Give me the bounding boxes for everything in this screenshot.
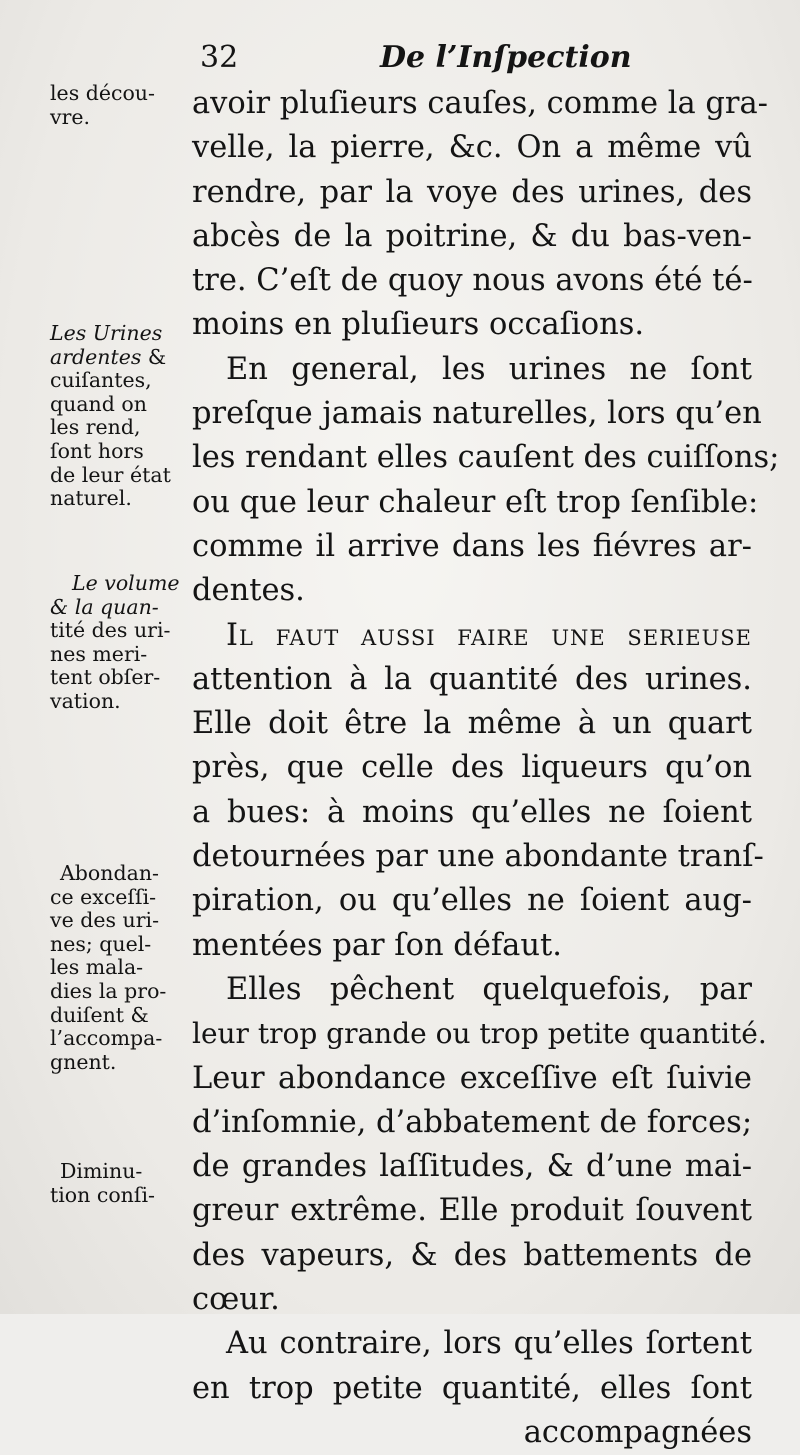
page-header bbox=[200, 40, 760, 82]
margin-line: tion conſi- bbox=[50, 1182, 155, 1207]
margin-line: Diminu- bbox=[60, 1159, 143, 1183]
margin-line: cuiſantes, bbox=[50, 368, 152, 393]
margin-line: dies la pro- bbox=[50, 978, 167, 1003]
text-line: avoir pluſieurs cauſes, comme la gra- bbox=[192, 86, 768, 121]
margin-line: les rend, bbox=[50, 415, 141, 440]
text-line: velle, la pierre, &c. On a même vû bbox=[192, 130, 752, 166]
text-line: tre. C’eſt de quoy nous avons été té- bbox=[192, 263, 753, 299]
text-line: comme il arrive dans les fiévres ar- bbox=[192, 528, 752, 564]
text-line: mentées par ſon défaut. bbox=[192, 927, 562, 963]
margin-line: & la quan- bbox=[50, 594, 159, 619]
margin-line: nes meri- bbox=[50, 641, 148, 666]
paragraph-start: Il faut aussi faire une ſerieuſe bbox=[226, 617, 752, 653]
text-line: leur trop grande ou trop petite quantité. bbox=[192, 1017, 767, 1051]
text-line: ou que leur chaleur eſt trop ſenſible: bbox=[192, 484, 759, 520]
margin-line: tent obſer- bbox=[50, 665, 161, 690]
margin-line: de leur état bbox=[50, 462, 171, 487]
margin-note bbox=[50, 322, 182, 511]
margin-line: tité des uri- bbox=[50, 618, 171, 643]
margin-line: ardentes & bbox=[50, 344, 167, 369]
margin-note bbox=[50, 1160, 182, 1207]
text-line: de grandes laſſitudes, & d’une mai- bbox=[192, 1149, 752, 1185]
margin-line: ſont hors bbox=[50, 438, 144, 463]
text-line: près, que celle des liqueurs qu’on bbox=[192, 750, 752, 786]
text-line: cœur. bbox=[192, 1282, 280, 1318]
margin-line: quand on bbox=[50, 391, 147, 416]
text-line: abcès de la poitrine, & du bas-ven- bbox=[192, 218, 752, 254]
text-line: a bues: à moins qu’elles ne ſoient bbox=[192, 794, 752, 830]
running-head: De l’Inſpection bbox=[380, 40, 632, 75]
margin-note bbox=[50, 572, 182, 714]
text-line: en trop petite quantité, elles ſont bbox=[192, 1370, 752, 1406]
margin-line: vation. bbox=[50, 688, 121, 713]
margin-line: les décou- bbox=[50, 81, 155, 105]
text-line: rendre, par la voye des urines, des bbox=[192, 174, 752, 210]
paragraph-start: Elles pêchent quelquefois, par bbox=[226, 971, 752, 1007]
margin-line: Le volume bbox=[72, 571, 180, 595]
margin-note bbox=[50, 82, 182, 129]
catchword: accompagnées bbox=[523, 1414, 752, 1450]
text-line: attention à la quantité des urines. bbox=[192, 661, 752, 697]
text-line: d’inſomnie, d’abbatement de forces; bbox=[192, 1104, 753, 1140]
paragraph-start: Leur abondance exceſſive eſt ſuivie bbox=[192, 1060, 752, 1096]
text-line: des vapeurs, & des battements de bbox=[192, 1237, 752, 1273]
text-line: detournées par une abondante tranſ- bbox=[192, 839, 764, 875]
main-text bbox=[192, 82, 780, 1455]
margin-line: gnent. bbox=[50, 1049, 117, 1074]
page-number: 32 bbox=[200, 40, 239, 75]
text-line: les rendant elles cauſent des cuiſſons; bbox=[192, 440, 780, 476]
text-line: preſque jamais naturelles, lors qu’en bbox=[192, 396, 762, 432]
margin-line: duiſent & bbox=[50, 1002, 149, 1027]
margin-line: vre. bbox=[50, 104, 91, 129]
text-line: greur extrême. Elle produit ſouvent bbox=[192, 1193, 752, 1229]
text-line: Elle doit être la même à un quart bbox=[192, 706, 752, 742]
margin-line: ve des uri- bbox=[50, 908, 160, 933]
text-line: moins en pluſieurs occaſions. bbox=[192, 307, 645, 343]
margin-line: l’accompa- bbox=[50, 1026, 163, 1051]
margin-line: Abondan- bbox=[60, 861, 159, 885]
margin-line: naturel. bbox=[50, 486, 132, 511]
margin-line: les mala- bbox=[50, 955, 144, 980]
text-line: piration, ou qu’elles ne ſoient aug- bbox=[192, 883, 752, 919]
text-line: dentes. bbox=[192, 573, 305, 609]
margin-note bbox=[50, 862, 182, 1074]
margin-line: nes; quel- bbox=[50, 931, 152, 956]
margin-line: Les Urines bbox=[50, 321, 163, 345]
paragraph-start: En general, les urines ne ſont bbox=[226, 351, 752, 387]
margin-line: ce exceſſi- bbox=[50, 884, 157, 909]
paragraph-start: Au contraire, lors qu’elles ſortent bbox=[226, 1326, 752, 1362]
